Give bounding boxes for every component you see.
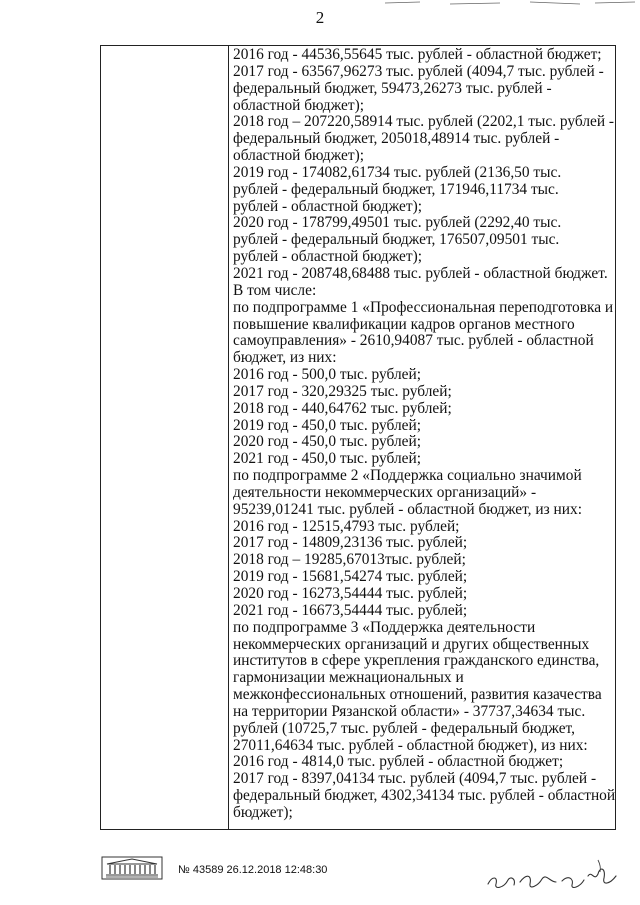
text-line: самоуправления» - 2610,94087 тыс. рублей - областной — [233, 332, 594, 350]
text-line: гармонизации межнациональных и — [233, 669, 464, 687]
text-line: 2021 год - 450,0 тыс. рублей; — [233, 450, 421, 468]
text-line: 2019 год - 15681,54274 тыс. рублей; — [233, 568, 468, 586]
text-line: 2016 год - 12515,4793 тыс. рублей; — [233, 517, 460, 535]
text-line: 27011,64634 тыс. рублей - областной бюджет), из них: — [233, 736, 588, 754]
text-line: 2017 год - 14809,23136 тыс. рублей; — [233, 534, 468, 552]
funding-text-cell — [233, 46, 616, 822]
document-registration-stamp: № 43589 26.12.2018 12:48:30 — [178, 864, 328, 876]
funding-table — [100, 45, 616, 830]
text-line: областной бюджет); — [233, 147, 364, 165]
scan-noise-marks — [380, 0, 640, 8]
text-line: бюджет, из них: — [233, 349, 337, 367]
text-line: 2021 год - 208748,68488 тыс. рублей - областной бюджет. — [233, 264, 608, 282]
text-line: 2019 год - 450,0 тыс. рублей; — [233, 416, 421, 434]
text-line: по подпрограмме 2 «Поддержка социально значимой — [233, 467, 582, 485]
page-number: 2 — [315, 8, 325, 27]
text-line: 2017 год - 63567,96273 тыс. рублей (4094,7 тыс. рублей - — [233, 62, 604, 80]
text-line: рублей - федеральный бюджет, 171946,11734 тыс. — [233, 180, 559, 198]
text-line: институтов в сфере укрепления гражданского единства, — [233, 652, 600, 670]
text-line: 2020 год - 16273,54444 тыс. рублей; — [233, 585, 468, 602]
text-line: рублей - федеральный бюджет, 176507,09501 тыс. — [233, 231, 560, 249]
text-line: 2020 год - 178799,49501 тыс. рублей (2292,40 тыс. — [233, 214, 562, 232]
text-line: на территории Рязанской области» - 37737,34634 тыс. — [233, 702, 586, 720]
table-column-divider — [228, 46, 229, 829]
text-line: 2018 год - 440,64762 тыс. рублей; — [233, 399, 452, 417]
text-line: 2020 год - 450,0 тыс. рублей; — [233, 433, 421, 451]
text-line: федеральный бюджет, 4302,34134 тыс. рублей - областной — [233, 787, 616, 805]
text-line: 2016 год - 4814,0 тыс. рублей - областной бюджет; — [233, 753, 564, 771]
text-line: деятельности некоммерческих организаций» - — [233, 483, 537, 501]
text-line: рублей (10725,7 тыс. рублей - федеральный бюджет, — [233, 719, 575, 737]
handwritten-signature-icon — [480, 852, 630, 897]
text-line: 2019 год - 174082,61734 тыс. рублей (2136,50 тыс. — [233, 163, 562, 181]
text-line: федеральный бюджет, 205018,48914 тыс. рублей - — [233, 130, 560, 148]
text-line: областной бюджет); — [233, 96, 364, 114]
text-line: некоммерческих организаций и других общественных — [233, 635, 590, 653]
text-line: федеральный бюджет, 59473,26273 тыс. рублей - — [233, 79, 552, 97]
text-line: по подпрограмме 3 «Поддержка деятельности — [233, 618, 536, 636]
text-line: 2018 год – 207220,58914 тыс. рублей (2202,1 тыс. рублей - — [233, 113, 615, 131]
text-line: 2017 год - 320,29325 тыс. рублей; — [233, 382, 452, 400]
text-line: межконфессиональных отношений, развития казачества — [233, 686, 602, 704]
text-line: 2021 год - 16673,54444 тыс. рублей; — [233, 601, 468, 619]
text-line: рублей - областной бюджет); — [233, 248, 422, 266]
government-building-logo-icon — [101, 856, 163, 880]
text-line: 2016 год - 500,0 тыс. рублей; — [233, 366, 421, 384]
text-line: В том числе: — [233, 281, 317, 299]
text-line: рублей - областной бюджет); — [233, 197, 422, 215]
text-line: 2018 год – 19285,67013тыс. рублей; — [233, 551, 466, 569]
text-line: 2016 год - 44536,55645 тыс. рублей - областной бюджет; — [233, 46, 602, 63]
text-line: по подпрограмме 1 «Профессиональная переподготовка и — [233, 298, 614, 316]
text-line: 95239,01241 тыс. рублей - областной бюджет, из них: — [233, 500, 582, 518]
text-line: повышение квалификации кадров органов местного — [233, 315, 575, 333]
text-line: 2017 год - 8397,04134 тыс. рублей (4094,7 тыс. рублей - — [233, 770, 597, 788]
text-line: бюджет); — [233, 803, 293, 821]
